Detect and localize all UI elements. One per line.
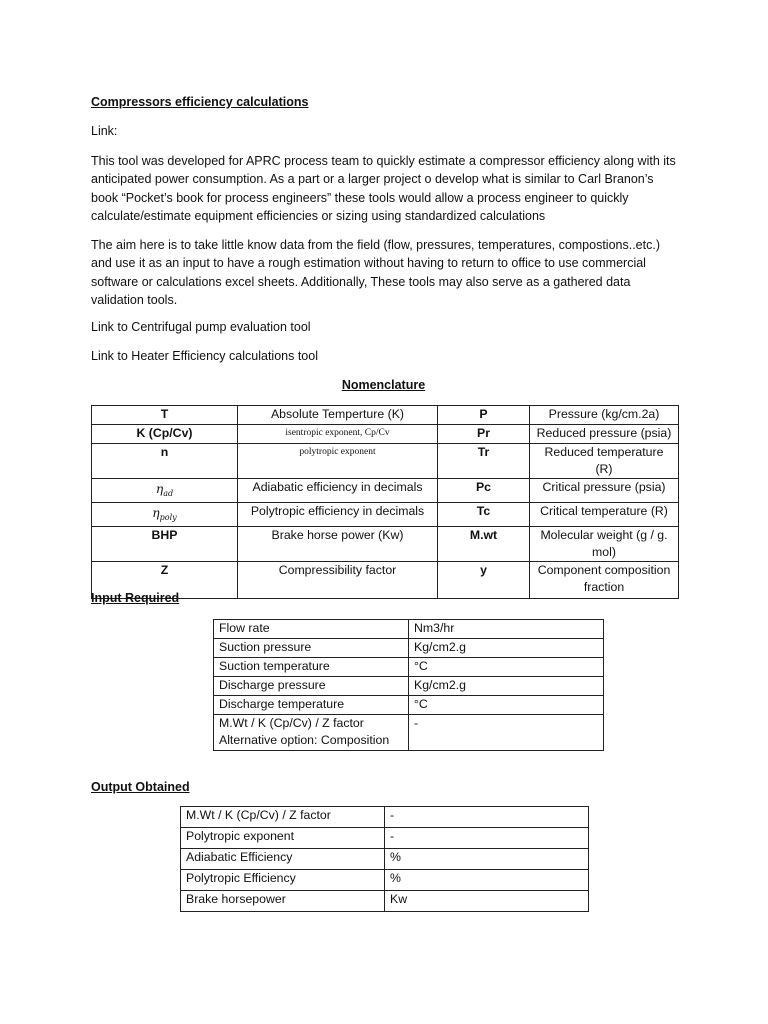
- table-row: [214, 639, 604, 658]
- table-row: [92, 425, 679, 444]
- parameter-cell: Suction temperature: [214, 658, 409, 677]
- table-row: [92, 503, 679, 527]
- parameter-cell: Polytropic exponent: [181, 828, 385, 849]
- parameter-cell: Polytropic Efficiency: [181, 870, 385, 891]
- table-row: [214, 658, 604, 677]
- description-cell: Molecular weight (g / g. mol): [530, 527, 679, 562]
- eta-subscript: ad: [163, 489, 174, 498]
- parameter-line: M.Wt / K (Cp/Cv) / Z factor: [219, 716, 364, 730]
- table-row: [92, 479, 679, 503]
- table-row: [181, 807, 589, 828]
- unit-cell: °C: [409, 696, 604, 715]
- eta-symbol: η: [155, 482, 164, 496]
- symbol-cell: BHP: [92, 527, 238, 562]
- parameter-cell: Discharge pressure: [214, 677, 409, 696]
- symbol-cell: Tr: [438, 444, 530, 479]
- link-heater-tool[interactable]: Link to Heater Efficiency calculations tool: [91, 349, 318, 363]
- link-pump-tool[interactable]: Link to Centrifugal pump evaluation tool: [91, 320, 311, 334]
- output-table: [180, 806, 589, 912]
- description-cell: Polytropic efficiency in decimals: [238, 503, 438, 527]
- parameter-cell: Discharge temperature: [214, 696, 409, 715]
- unit-cell: Kg/cm2.g: [409, 639, 604, 658]
- symbol-cell: y: [438, 562, 530, 599]
- table-row: [214, 696, 604, 715]
- description-cell: Pressure (kg/cm.2a): [530, 406, 679, 425]
- description-cell: Critical temperature (R): [530, 503, 679, 527]
- description-cell: Adiabatic efficiency in decimals: [238, 479, 438, 503]
- table-row: [92, 527, 679, 562]
- nomenclature-table: [91, 405, 679, 599]
- aim-paragraph: The aim here is to take little know data from the field (flow, pressures, temperatures, compostions..etc.) and use it as an input to have a rough estimation without having to return to office to use commercial software or calculations excel sheets. Additionally, These tools may also serve as a gathered data validation tools.: [91, 238, 660, 307]
- input-table: [213, 619, 604, 751]
- unit-cell: -: [385, 807, 589, 828]
- unit-cell: %: [385, 870, 589, 891]
- input-heading: Input Required: [91, 591, 180, 605]
- symbol-cell: Z: [92, 562, 238, 599]
- table-row: [181, 828, 589, 849]
- symbol-cell: Pr: [438, 425, 530, 444]
- description-cell: polytropic exponent: [238, 444, 438, 479]
- description-cell: Reduced pressure (psia): [530, 425, 679, 444]
- unit-cell: -: [409, 715, 604, 751]
- symbol-cell: [92, 479, 238, 503]
- symbol-cell: P: [438, 406, 530, 425]
- parameter-cell: Flow rate: [214, 620, 409, 639]
- parameter-alternative-line: Alternative option: Composition: [219, 733, 390, 747]
- symbol-cell: K (Cp/Cv): [92, 425, 238, 444]
- unit-cell: Kw: [385, 891, 589, 912]
- table-row: [181, 870, 589, 891]
- eta-symbol: η: [152, 506, 160, 520]
- table-row: [181, 849, 589, 870]
- output-heading: Output Obtained: [91, 780, 190, 794]
- unit-cell: °C: [409, 658, 604, 677]
- nomenclature-heading: Nomenclature: [341, 378, 426, 392]
- parameter-cell: M.Wt / K (Cp/Cv) / Z factor: [181, 807, 385, 828]
- symbol-cell: T: [92, 406, 238, 425]
- parameter-cell: Adiabatic Efficiency: [181, 849, 385, 870]
- table-row: [214, 715, 604, 751]
- table-row: [92, 406, 679, 425]
- description-cell: Component composition fraction: [530, 562, 679, 599]
- description-cell: Critical pressure (psia): [530, 479, 679, 503]
- symbol-cell: Pc: [438, 479, 530, 503]
- parameter-cell: Suction pressure: [214, 639, 409, 658]
- parameter-cell: [214, 715, 409, 751]
- symbol-cell: Tc: [438, 503, 530, 527]
- description-cell: isentropic exponent, Cp/Cv: [238, 425, 438, 444]
- table-row: [181, 891, 589, 912]
- table-row: [92, 562, 679, 599]
- intro-paragraph: This tool was developed for APRC process team to quickly estimate a compressor efficiency along with its anticipated power consumption. As a part or a larger project o develop what is similar to Carl Branon’s book “Pocket’s book for process engineers” these tools would allow a process engineer to quickly calculate/estimate equipment efficiencies or sizing using standardized calculations: [91, 154, 676, 223]
- symbol-cell: M.wt: [438, 527, 530, 562]
- description-cell: Compressibility factor: [238, 562, 438, 599]
- table-row: [92, 444, 679, 479]
- description-cell: Reduced temperature (R): [530, 444, 679, 479]
- unit-cell: -: [385, 828, 589, 849]
- link-label: Link:: [91, 124, 118, 138]
- table-row: [214, 620, 604, 639]
- description-cell: Brake horse power (Kw): [238, 527, 438, 562]
- unit-cell: Nm3/hr: [409, 620, 604, 639]
- table-row: [214, 677, 604, 696]
- symbol-cell: [92, 503, 238, 527]
- unit-cell: Kg/cm2.g: [409, 677, 604, 696]
- page-title: Compressors efficiency calculations: [91, 95, 309, 109]
- eta-subscript: poly: [159, 513, 177, 522]
- parameter-cell: Brake horsepower: [181, 891, 385, 912]
- symbol-cell: n: [92, 444, 238, 479]
- description-cell: Absolute Temperture (K): [238, 406, 438, 425]
- unit-cell: %: [385, 849, 589, 870]
